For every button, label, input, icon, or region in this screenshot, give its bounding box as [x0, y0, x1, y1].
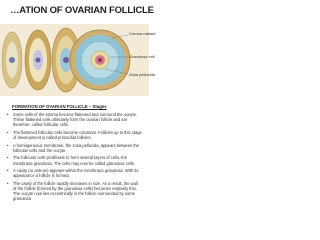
bullet-icon: •	[7, 129, 9, 135]
label-corona-radiata: Corona radiata	[129, 31, 156, 36]
bullet-text: Some cells of the stroma become flattened and surround the oocyte. These flattened cells ultimately form the ovarian follicle and are therefore, called follicular cells.	[13, 112, 138, 128]
label-granulosa-cell: Granulosa cell	[129, 54, 155, 59]
bullet-text: The flattened follicular cells become columnar. Follicles up to this stage of development is called primordial follicles.	[13, 129, 142, 141]
slide-title-bar	[0, 0, 154, 22]
list-item	[6, 168, 142, 178]
bullet-text: A homogeneous membrane, the zona pellucida, appears between the follicular cells and the oocyte.	[13, 142, 140, 153]
list-item	[6, 130, 142, 140]
section-heading: FORMATION OF OVARIAN FOLLICLE – Stages	[12, 104, 107, 109]
list-item	[6, 155, 142, 165]
label-zona-pellucida: Zona pellucida	[129, 72, 156, 77]
follicle-figure	[0, 24, 156, 96]
bullet-icon: •	[7, 155, 9, 161]
bullet-icon: •	[7, 112, 9, 117]
bullet-text: A cavity (or antrum) appears within the membrana granulosa. With its appearance a follicle is formed.	[13, 168, 139, 179]
bullet-list	[6, 112, 142, 204]
follicle-stage-1	[2, 32, 22, 88]
bullet-icon: •	[7, 180, 9, 186]
follicle-illustration	[0, 24, 149, 96]
bullet-icon: •	[7, 168, 9, 174]
bullet-text: The cavity of the follicle rapidly increases in size. As a result, the wall of the follicle (formed by the granulosa cells) becomes relatively thin. The oocyte now lies eccentrically in the follicle surrounded by some granulosa	[13, 180, 138, 202]
follicle-stage-4	[70, 30, 130, 90]
list-item	[6, 112, 142, 128]
follicle-stage-2	[25, 30, 51, 90]
list-item	[6, 181, 142, 202]
bullet-text: The follicular cells proliferate to form several layers of cells, the membrana granulosa. The cells may now be called granulosa cells.	[13, 155, 135, 166]
slide-title: …ATION OF OVARIAN FOLLICLE	[10, 5, 154, 16]
slide-content	[0, 98, 149, 202]
list-item	[6, 143, 142, 153]
bullet-icon: •	[7, 142, 9, 148]
